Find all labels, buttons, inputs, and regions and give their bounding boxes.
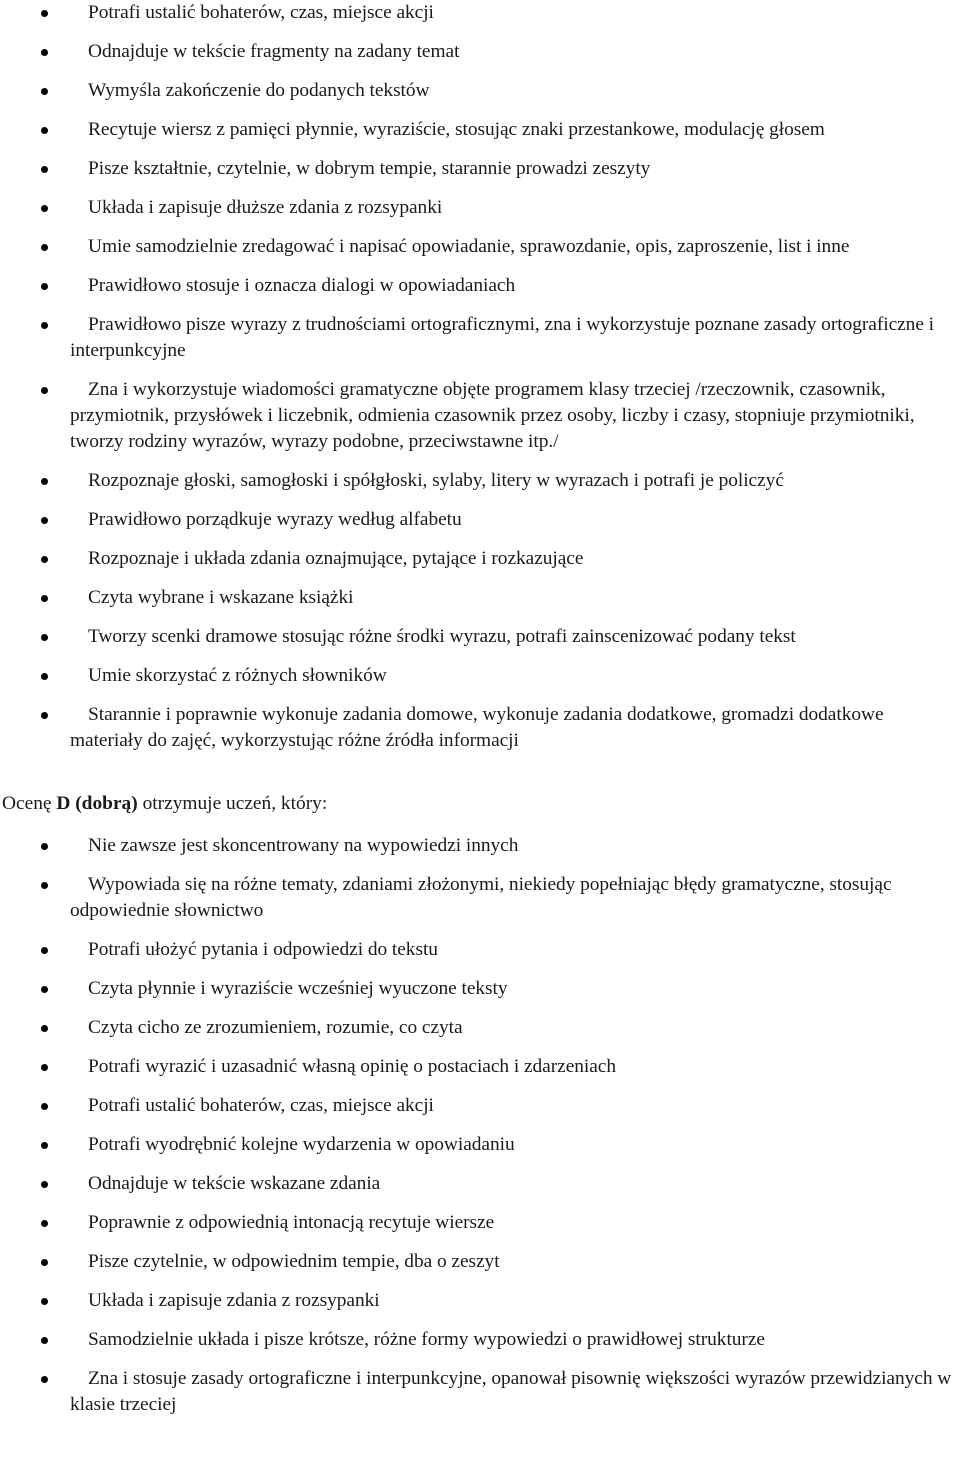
list-item-text: Wymyśla zakończenie do podanych tekstów [88,80,430,101]
bullet-icon [41,712,48,719]
bullet-icon [41,556,48,563]
list-item-text: Samodzielnie układa i pisze krótsze, różne formy wypowiedzi o prawidłowej strukturze [88,1329,765,1350]
list-item [0,702,960,754]
bullet-icon [41,166,48,173]
list-item [0,273,960,299]
list-item [0,1366,960,1418]
bullet-icon [41,205,48,212]
bullet-icon [41,1298,48,1305]
list-item-text: Nie zawsze jest skoncentrowany na wypowiedzi innych [88,835,519,856]
list-item-text: Starannie i poprawnie wykonuje zadania domowe, wykonuje zadania dodatkowe, gromadzi dodatkowe materiały do zajęć, wykorzystując różne źródła informacji [70,704,884,751]
bullet-icon [41,517,48,524]
grade-heading [2,791,960,817]
list-item [0,872,960,924]
list-item [0,1171,960,1197]
list-item [0,1210,960,1236]
bullet-icon [41,634,48,641]
list-item-text: Umie samodzielnie zredagować i napisać opowiadanie, sprawozdanie, opis, zaproszenie, list i inne [88,236,850,257]
list-item [0,1132,960,1158]
list-item [0,234,960,260]
list-item [0,195,960,221]
bullet-icon [41,673,48,680]
bullet-icon [41,88,48,95]
bullet-icon [41,1259,48,1266]
list-item-text: Umie skorzystać z różnych słowników [88,665,387,686]
bullet-icon [41,1142,48,1149]
list-item [0,585,960,611]
list-item [0,468,960,494]
bullet-icon [41,1220,48,1227]
bullet-icon [41,1337,48,1344]
list-item [0,1327,960,1353]
list-item-text: Zna i stosuje zasady ortograficzne i interpunkcyjne, opanował pisownię większości wyrazów przewidzianych w klasie trzeciej [70,1368,952,1415]
list-item [0,546,960,572]
list-item-text: Układa i zapisuje zdania z rozsypanki [88,1290,380,1311]
bullet-icon [41,843,48,850]
list-item-text: Prawidłowo porządkuje wyrazy według alfabetu [88,509,462,530]
bullet-icon [41,49,48,56]
list-item-text: Zna i wykorzystuje wiadomości gramatyczne objęte programem klasy trzeciej /rzeczownik, czasownik, przymiotnik, przysłówek i liczebnik, odmienia czasownik przez osoby, liczby i czasy, stopniuje przymiotniki, tworzy rodziny wyrazów, wyrazy podobne, przeciwstawne itp./ [70,379,915,452]
list-item [0,39,960,65]
grade-label: D (dobrą) [56,793,138,814]
bullet-icon [41,127,48,134]
bullet-icon [41,1376,48,1383]
list-item-text: Odnajduje w tekście wskazane zdania [88,1173,381,1194]
grade-heading-prefix: Ocenę [2,793,57,814]
list-item [0,507,960,533]
list-item [0,312,960,364]
bullet-icon [41,1025,48,1032]
bullet-icon [41,10,48,17]
bullet-icon [41,882,48,889]
list-item-text: Potrafi ustalić bohaterów, czas, miejsce akcji [88,2,434,23]
list-item [0,976,960,1002]
bullet-icon [41,595,48,602]
bullet-icon [41,1181,48,1188]
bullet-icon [41,986,48,993]
list-item [0,0,960,26]
list-item-text: Prawidłowo stosuje i oznacza dialogi w opowiadaniach [88,275,516,296]
list-item [0,1054,960,1080]
criteria-list-good [0,833,960,1418]
bullet-icon [41,478,48,485]
list-item-text: Pisze kształtnie, czytelnie, w dobrym tempie, starannie prowadzi zeszyty [88,158,651,179]
list-item [0,156,960,182]
bullet-icon [41,1103,48,1110]
list-item-text: Prawidłowo pisze wyrazy z trudnościami ortograficznymi, zna i wykorzystuje poznane zasady ortograficzne i interpunkcyjne [70,314,935,361]
list-item [0,1015,960,1041]
list-item-text: Potrafi wyrazić i uzasadnić własną opinię o postaciach i zdarzeniach [88,1056,616,1077]
list-item-text: Rozpoznaje głoski, samogłoski i spółgłoski, sylaby, litery w wyrazach i potrafi je policzyć [88,470,784,491]
list-item-text: Czyta cicho ze zrozumieniem, rozumie, co czyta [88,1017,463,1038]
list-item [0,117,960,143]
list-item [0,833,960,859]
list-item-text: Potrafi wyodrębnić kolejne wydarzenia w opowiadaniu [88,1134,515,1155]
list-item [0,624,960,650]
list-item-text: Poprawnie z odpowiednią intonacją recytuje wiersze [88,1212,495,1233]
bullet-icon [41,387,48,394]
bullet-icon [41,322,48,329]
list-item-text: Czyta płynnie i wyraziście wcześniej wyuczone teksty [88,978,508,999]
list-item [0,377,960,455]
bullet-icon [41,283,48,290]
list-item-text: Wypowiada się na różne tematy, zdaniami złożonymi, niekiedy popełniając błędy gramatyczne, stosując odpowiednie słownictwo [70,874,892,921]
list-item-text: Układa i zapisuje dłuższe zdania z rozsypanki [88,197,443,218]
list-item-text: Odnajduje w tekście fragmenty na zadany temat [88,41,460,62]
list-item [0,1288,960,1314]
list-item [0,1093,960,1119]
bullet-icon [41,244,48,251]
list-item-text: Pisze czytelnie, w odpowiednim tempie, dba o zeszyt [88,1251,500,1272]
list-item-text: Potrafi ustalić bohaterów, czas, miejsce akcji [88,1095,434,1116]
list-item-text: Potrafi ułożyć pytania i odpowiedzi do tekstu [88,939,438,960]
list-item-text: Rozpoznaje i układa zdania oznajmujące, pytające i rozkazujące [88,548,584,569]
list-item-text: Czyta wybrane i wskazane książki [88,587,354,608]
bullet-icon [41,947,48,954]
list-item-text: Recytuje wiersz z pamięci płynnie, wyraziście, stosując znaki przestankowe, modulację głosem [88,119,825,140]
list-item [0,1249,960,1275]
list-item [0,663,960,689]
list-item-text: Tworzy scenki dramowe stosując różne środki wyrazu, potrafi zainscenizować podany tekst [88,626,796,647]
grade-heading-suffix: otrzymuje uczeń, który: [137,793,328,814]
bullet-icon [41,1064,48,1071]
list-item [0,937,960,963]
list-item [0,78,960,104]
